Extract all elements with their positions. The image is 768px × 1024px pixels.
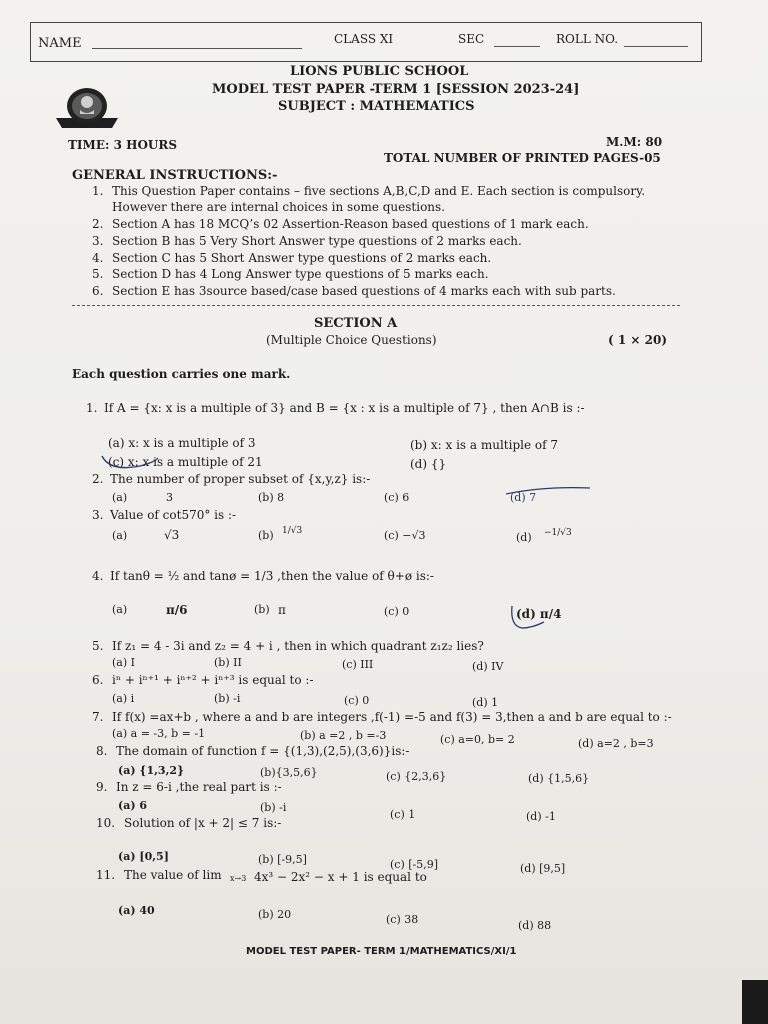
school-logo: [54, 84, 120, 132]
option-b: (b) -i: [260, 801, 287, 814]
instruction-number: 6.: [92, 284, 104, 298]
name-label: NAME: [38, 36, 82, 51]
option-a-value: π/6: [166, 603, 188, 617]
option-c: (c) 0: [344, 694, 370, 707]
question-number: 11.: [96, 868, 116, 882]
option-b: (b) 20: [258, 908, 292, 921]
option-b-value: π: [278, 603, 286, 617]
option-d: (d): [516, 531, 532, 544]
option-d-value: −1/√3: [544, 528, 572, 538]
option-d: (d) {}: [410, 457, 447, 471]
option-b: (b) a =2 , b =-3: [300, 729, 387, 742]
sec-line: [494, 46, 540, 47]
pen-mark: [504, 484, 594, 500]
section-subtitle: (Multiple Choice Questions): [266, 333, 437, 347]
section-title: SECTION A: [314, 316, 398, 331]
option-a: (a): [112, 603, 128, 616]
question-number: 6.: [92, 673, 104, 687]
option-b-value: 1/√3: [282, 526, 303, 536]
question-number: 3.: [92, 508, 104, 522]
max-marks: M.M: 80: [606, 135, 663, 149]
option-d: (d) 1: [472, 696, 499, 709]
limit-expression: 4x³ − 2x² − x + 1 is equal to: [254, 870, 427, 884]
option-a: (a): [112, 491, 128, 504]
question-text: In z = 6-i ,the real part is :-: [116, 780, 282, 794]
paper-title: MODEL TEST PAPER -TERM 1 [SESSION 2023-24]: [212, 82, 580, 97]
instruction-number: 4.: [92, 251, 104, 265]
question-number: 2.: [92, 472, 104, 486]
school-name: LIONS PUBLIC SCHOOL: [290, 64, 469, 79]
printed-pages: TOTAL NUMBER OF PRINTED PAGES-05: [384, 151, 661, 165]
option-c: (c) 0: [384, 605, 410, 618]
option-a: (a) [0,5]: [118, 850, 169, 863]
roll-line: [624, 46, 688, 47]
option-c: (c) {2,3,6}: [386, 770, 447, 783]
option-d: (d) IV: [472, 660, 504, 673]
option-a: (a) {1,3,2}: [118, 764, 185, 777]
option-b: (b){3,5,6}: [260, 766, 318, 779]
instruction-text: Section A has 18 MCQ’s 02 Assertion-Reason based questions of 1 mark each.: [112, 217, 589, 231]
option-d: (d) {1,5,6}: [528, 772, 590, 785]
option-b: (b) 8: [258, 491, 285, 504]
class-label: CLASS XI: [334, 32, 394, 46]
option-a: (a) a = -3, b = -1: [112, 727, 206, 740]
question-text: If z₁ = 4 - 3i and z₂ = 4 + i , then in which quadrant z₁z₂ lies?: [112, 639, 484, 653]
question-text: The domain of function f = {(1,3),(2,5),(3,6)}is:-: [116, 744, 410, 758]
option-d: (d) π/4: [516, 607, 562, 621]
section-note: Each question carries one mark.: [72, 367, 291, 381]
option-c: (c) III: [342, 658, 374, 671]
question-text: If f(x) =ax+b , where a and b are integers ,f(-1) =-5 and f(3) = 3,then a and b are equal to :-: [112, 710, 672, 724]
option-d: (d) -1: [526, 810, 556, 823]
pen-mark: [100, 450, 160, 474]
option-c: (c) 1: [390, 808, 416, 821]
limit-subscript: x→3: [230, 874, 247, 883]
option-c: (c) [-5,9]: [390, 858, 439, 871]
question-text: Value of cot570° is :-: [110, 508, 237, 522]
option-b: (b): [258, 529, 274, 542]
pen-mark: [508, 602, 548, 632]
option-d: (d) 88: [518, 919, 552, 932]
option-b: (b) [-9,5]: [258, 853, 307, 866]
option-a: (a) i: [112, 692, 135, 705]
time-label: TIME: 3 HOURS: [68, 138, 178, 152]
option-a: (a) x: x is a multiple of 3: [108, 436, 256, 450]
question-number: 7.: [92, 710, 104, 724]
question-text: iⁿ + iⁿ⁺¹ + iⁿ⁺² + iⁿ⁺³ is equal to :-: [112, 673, 314, 687]
question-number: 4.: [92, 569, 104, 583]
option-c: (c) 6: [384, 491, 410, 504]
option-d: (d) 7: [510, 491, 537, 504]
instruction-number: 1.: [92, 184, 104, 198]
option-b: (b): [254, 603, 270, 616]
section-marks: ( 1 × 20): [608, 333, 667, 347]
question-text: If tanθ = ½ and tanø = 1/3 ,then the value of θ+ø is:-: [110, 569, 434, 583]
name-line: [92, 48, 302, 49]
instructions-title: GENERAL INSTRUCTIONS:-: [72, 168, 278, 183]
question-number: 10.: [96, 816, 116, 830]
instruction-number: 3.: [92, 234, 104, 248]
page-footer: MODEL TEST PAPER- TERM 1/MATHEMATICS/XI/1: [246, 946, 517, 957]
page-edge-shadow: [742, 980, 768, 1024]
option-a: (a) 6: [118, 799, 148, 812]
option-a: (a) I: [112, 656, 135, 669]
option-c: (c) −√3: [384, 529, 426, 542]
option-c: (c) 38: [386, 913, 419, 926]
question-text: If A = {x: x is a multiple of 3} and B = {x : x is a multiple of 7} , then A∩B is :-: [104, 401, 585, 415]
option-c: (c) a=0, b= 2: [440, 733, 515, 746]
instruction-text: Section B has 5 Very Short Answer type questions of 2 marks each.: [112, 234, 522, 248]
question-number: 9.: [96, 780, 108, 794]
instruction-text: However there are internal choices in some questions.: [112, 200, 445, 214]
option-a-value: 3: [166, 491, 173, 504]
question-number: 5.: [92, 639, 104, 653]
option-b: (b) -i: [214, 692, 241, 705]
option-a: (a) 40: [118, 904, 155, 917]
question-number: 1.: [86, 401, 98, 415]
option-a: (a): [112, 529, 128, 542]
instruction-text: This Question Paper contains – five sections A,B,C,D and E. Each section is compulsory.: [112, 184, 646, 198]
question-number: 8.: [96, 744, 108, 758]
instruction-number: 2.: [92, 217, 104, 231]
option-b: (b) II: [214, 656, 242, 669]
question-text: Solution of |x + 2| ≤ 7 is:-: [124, 816, 282, 830]
option-a-value: √3: [164, 528, 180, 542]
question-text: The number of proper subset of {x,y,z} is:-: [110, 472, 371, 486]
instruction-text: Section C has 5 Short Answer type questions of 2 marks each.: [112, 251, 492, 265]
roll-label: ROLL NO.: [556, 32, 619, 46]
sec-label: SEC: [458, 32, 485, 46]
instruction-number: 5.: [92, 267, 104, 281]
option-d: (d) [9,5]: [520, 862, 566, 875]
instruction-text: Section D has 4 Long Answer type questions of 5 marks each.: [112, 267, 489, 281]
option-c: (c) x: x is a multiple of 21: [108, 455, 263, 469]
option-b: (b) x: x is a multiple of 7: [410, 438, 559, 452]
section-divider: [72, 305, 680, 306]
question-text: The value of lim: [124, 868, 222, 882]
subject-title: SUBJECT : MATHEMATICS: [278, 99, 475, 114]
option-d: (d) a=2 , b=3: [578, 737, 654, 750]
instruction-text: Section E has 3source based/case based questions of 4 marks each with sub parts.: [112, 284, 616, 298]
